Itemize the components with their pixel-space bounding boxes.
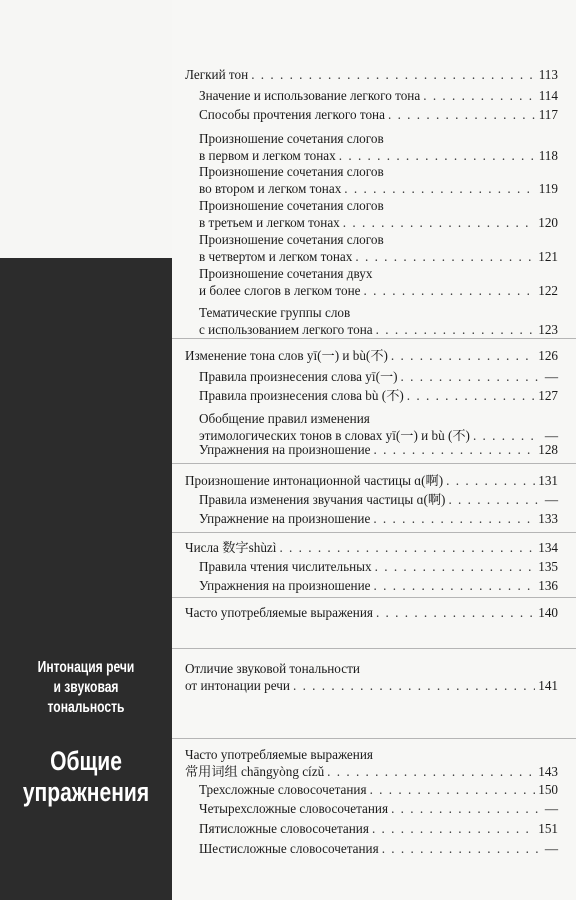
toc-page-number: 114 — [538, 88, 558, 103]
toc-entry — [199, 265, 558, 299]
toc-entry-row — [185, 604, 558, 621]
toc-page-number: 113 — [538, 67, 558, 82]
toc-entry-title-line: Правила произнесения слова yī(一) — [199, 369, 398, 384]
dot-leader — [343, 214, 535, 231]
toc-entry — [199, 87, 558, 104]
toc-entry-title-line: Произношение сочетания двух — [199, 266, 373, 281]
toc-entry-title-line: Упражнения на произношение — [199, 442, 371, 457]
toc-entry-title-line: Правила произнесения слова bù (不) — [199, 388, 404, 403]
toc-entry-title-line: 常用词组 chāngyòng cízǔ — [185, 764, 325, 779]
toc-entry — [199, 231, 558, 265]
toc-entry-title-line: от интонации речи — [185, 678, 290, 693]
dot-leader — [448, 491, 541, 508]
toc-entry-row — [185, 763, 558, 780]
toc-entry — [199, 368, 558, 385]
toc-entry — [199, 558, 558, 575]
toc-page-number: 140 — [538, 605, 558, 620]
toc-page-number: 128 — [538, 442, 558, 457]
dot-leader — [407, 387, 535, 404]
toc-page-number: 121 — [538, 249, 558, 264]
toc-page-number: 136 — [538, 578, 558, 593]
toc-page-number: 133 — [538, 511, 558, 526]
toc-page-number: 151 — [538, 821, 558, 836]
toc-entry-title-line: и более слогов в легком тоне — [199, 283, 361, 298]
toc-entry — [199, 781, 558, 798]
toc-page-number: — — [544, 801, 558, 816]
toc-entry-row — [199, 147, 558, 164]
toc-entry — [185, 604, 558, 621]
toc-page-number: 143 — [538, 764, 558, 779]
toc-page-number: 134 — [538, 540, 558, 555]
toc-entry-title-line: Произношение сочетания слогов — [199, 164, 384, 179]
toc-entry-title-line: Способы прочтения легкого тона — [199, 107, 385, 122]
dot-leader — [375, 558, 536, 575]
dot-leader — [376, 604, 535, 621]
toc-entry-title-line: Значение и использование легкого тона — [199, 88, 421, 103]
toc-page-number: 127 — [538, 388, 558, 403]
toc-entry-title-line: Четырехсложные словосочетания — [199, 801, 389, 816]
toc-entry-row — [199, 491, 558, 508]
sidebar-section-title-line: Интонация речи — [37, 659, 135, 676]
dot-leader — [373, 510, 535, 527]
dot-leader — [391, 347, 535, 364]
dot-leader — [339, 147, 536, 164]
toc-entry-title-line: Обобщение правил изменения — [199, 411, 370, 426]
dot-leader — [293, 677, 535, 694]
section-divider — [172, 463, 576, 464]
toc-entry-title-line: этимологических тонов в словах yī(一) и bù (不) — [199, 428, 470, 443]
toc-entry-row — [199, 282, 558, 299]
toc-entry-title-line: с использованием легкого тона — [199, 322, 373, 337]
toc-entry-title-line: Произношение интонационной частицы ɑ(啊) — [185, 473, 444, 488]
toc-entry — [199, 304, 558, 338]
toc-page-number: — — [544, 841, 558, 856]
toc-entry-row — [199, 781, 558, 798]
toc-entry-title-line: Произношение сочетания слогов — [199, 198, 384, 213]
dot-leader — [279, 539, 535, 556]
toc-entry — [185, 347, 558, 364]
toc-entry-row — [199, 106, 558, 123]
sidebar-section-title-exercises — [19, 746, 153, 808]
toc-entry — [185, 539, 558, 556]
sidebar-section-title-line: Общие — [50, 746, 122, 776]
toc-entry-row — [199, 248, 558, 265]
toc-entry-title-line: в четвертом и легком тонах — [199, 249, 353, 264]
toc-entry — [199, 800, 558, 817]
dot-leader — [344, 180, 535, 197]
toc-entry-title-line: в первом и легком тонах — [199, 148, 336, 163]
toc-entry-row — [199, 368, 558, 385]
sidebar-section-title-intonation — [19, 658, 153, 717]
toc-entry — [199, 441, 558, 458]
dot-leader — [370, 781, 536, 798]
section-divider — [172, 338, 576, 339]
dot-leader — [446, 472, 535, 489]
toc-page-number: 135 — [538, 559, 558, 574]
toc-entry-row — [199, 387, 558, 404]
toc-entry-row — [199, 214, 558, 231]
dot-leader — [382, 840, 541, 857]
toc-entry — [199, 491, 558, 508]
dot-leader — [391, 800, 541, 817]
toc-entry — [199, 410, 558, 444]
toc-entry-title-line: Часто употребляемые выражения — [185, 747, 373, 762]
toc-page-number: 120 — [538, 215, 558, 230]
toc-entry-title-line: Тематические группы слов — [199, 305, 351, 320]
toc-entry-row — [199, 840, 558, 857]
toc-entry-title-line: Изменение тона слов yī(一) и bù(不) — [185, 348, 388, 363]
toc-entry — [185, 66, 558, 83]
toc-entry-title-line: Упражнения на произношение — [199, 578, 371, 593]
table-of-contents — [172, 0, 576, 900]
sidebar-section-title-line: упражнения — [22, 777, 150, 808]
sidebar-section-title-line: тональность — [47, 698, 125, 716]
toc-entry-title-line: во втором и легком тонах — [199, 181, 342, 196]
toc-entry — [199, 510, 558, 527]
toc-entry-row — [185, 539, 558, 556]
toc-entry — [185, 472, 558, 489]
toc-entry — [199, 197, 558, 231]
toc-entry-title-line: Упражнение на произношение — [199, 511, 371, 526]
toc-page-number: 131 — [538, 473, 558, 488]
dot-leader — [363, 282, 535, 299]
toc-entry — [199, 106, 558, 123]
toc-entry-title-line: Правила изменения звучания частицы ɑ(啊) — [199, 492, 446, 507]
toc-entry — [199, 577, 558, 594]
toc-entry-row — [199, 510, 558, 527]
toc-entry-row — [185, 347, 558, 364]
dot-leader — [374, 577, 536, 594]
toc-entry-row — [199, 321, 558, 338]
toc-entry-title-line: Числа 数字shùzì — [185, 540, 277, 555]
toc-entry-title-line: Правила чтения числительных — [199, 559, 372, 574]
toc-entry — [199, 387, 558, 404]
toc-page-number: 119 — [538, 181, 558, 196]
toc-entry-row — [199, 441, 558, 458]
dot-leader — [251, 66, 536, 83]
toc-page-number: 126 — [538, 348, 558, 363]
toc-entry-row — [199, 180, 558, 197]
toc-entry-title-line: в третьем и легком тонах — [199, 215, 340, 230]
dot-leader — [374, 441, 536, 458]
toc-entry-row — [185, 472, 558, 489]
toc-page-number: — — [544, 492, 558, 507]
toc-entry-title-line: Трехсложные словосочетания — [199, 782, 367, 797]
toc-entry — [199, 820, 558, 837]
section-divider — [172, 532, 576, 533]
toc-entry-row — [185, 66, 558, 83]
dot-leader — [376, 321, 536, 338]
toc-entry-title-line: Часто употребляемые выражения — [185, 605, 373, 620]
toc-page-number: 122 — [538, 283, 558, 298]
toc-entry-row — [199, 558, 558, 575]
toc-page-number: 118 — [538, 148, 558, 163]
toc-page-number: 123 — [538, 322, 558, 337]
toc-entry — [199, 163, 558, 197]
dot-leader — [327, 763, 535, 780]
toc-entry-title-line: Отличие звуковой тональности — [185, 661, 360, 676]
dot-leader — [423, 87, 535, 104]
section-divider — [172, 648, 576, 649]
toc-page-number: — — [544, 369, 558, 384]
toc-entry-title-line: Произношение сочетания слогов — [199, 232, 384, 247]
toc-entry-title-line: Пятисложные словосочетания — [199, 821, 369, 836]
toc-entry-title-line: Шестисложные словосочетания — [199, 841, 379, 856]
toc-entry — [185, 746, 558, 780]
toc-page-number: 117 — [538, 107, 558, 122]
sidebar-section-title-line: и звуковая — [53, 678, 119, 696]
toc-entry-row — [199, 87, 558, 104]
dot-leader — [401, 368, 541, 385]
toc-entry-row — [185, 677, 558, 694]
toc-entry-row — [199, 820, 558, 837]
toc-entry-title-line: Легкий тон — [185, 67, 249, 82]
section-divider — [172, 738, 576, 739]
dot-leader — [388, 106, 536, 123]
toc-entry — [199, 130, 558, 164]
toc-entry-row — [199, 800, 558, 817]
toc-entry — [185, 660, 558, 694]
toc-page-number: — — [544, 428, 558, 443]
toc-page-number: 150 — [538, 782, 558, 797]
toc-page-number: 141 — [538, 678, 558, 693]
dot-leader — [372, 820, 535, 837]
toc-entry-title-line: Произношение сочетания слогов — [199, 131, 384, 146]
toc-entry — [199, 840, 558, 857]
toc-entry-row — [199, 577, 558, 594]
sidebar-dark-panel — [0, 258, 172, 900]
section-divider — [172, 597, 576, 598]
dot-leader — [355, 248, 535, 265]
